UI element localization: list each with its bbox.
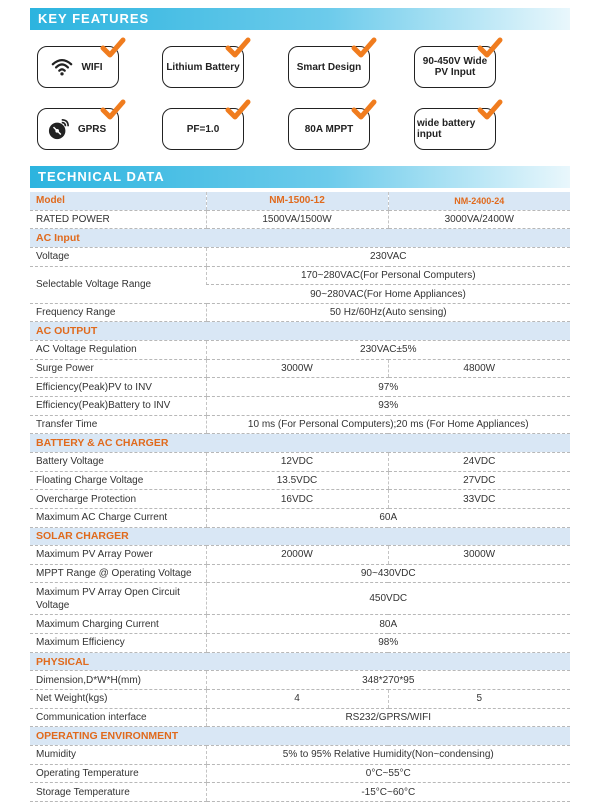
spec-label: MPPT Range @ Operating Voltage xyxy=(30,564,206,583)
table-row xyxy=(30,341,570,360)
spec-label: Efficiency(Peak)PV to INV xyxy=(30,378,206,397)
feature-label: GPRS xyxy=(77,123,107,135)
table-row xyxy=(30,783,570,802)
feature-label: Smart Design xyxy=(296,61,362,73)
spec-value: 12VDC xyxy=(206,452,388,471)
feature-lithium-battery xyxy=(162,46,244,88)
table-row xyxy=(30,546,570,565)
spec-label: Storage Temperature xyxy=(30,783,206,802)
table-row xyxy=(30,415,570,434)
section-title: PHYSICAL xyxy=(30,652,570,671)
table-row xyxy=(30,615,570,634)
table-row xyxy=(30,634,570,653)
spec-label: Maximum PV Array Open Circuit Voltage xyxy=(30,583,206,615)
section-title: OPERATING ENVIRONMENT xyxy=(30,727,570,746)
feature-pf xyxy=(162,108,244,150)
wifi-icon xyxy=(51,56,73,78)
table-row xyxy=(30,745,570,764)
spec-label: Communication interface xyxy=(30,708,206,727)
spec-label: Floating Charge Voltage xyxy=(30,471,206,490)
feature-label: PF=1.0 xyxy=(186,123,220,135)
check-icon xyxy=(351,99,377,121)
table-row xyxy=(30,764,570,783)
feature-label: Lithium Battery xyxy=(166,61,240,73)
spec-label: Voltage xyxy=(30,247,206,266)
section-title: SOLAR CHARGER xyxy=(30,527,570,546)
check-icon xyxy=(351,37,377,59)
spec-label: Transfer Time xyxy=(30,415,206,434)
spec-label: Surge Power xyxy=(30,359,206,378)
section-title: AC Input xyxy=(30,229,570,248)
technical-data-title: TECHNICAL DATA xyxy=(38,169,165,184)
spec-value: 90~430VDC xyxy=(206,564,570,583)
spec-label: Efficiency(Peak)Battery to INV xyxy=(30,397,206,416)
key-features-banner xyxy=(30,8,570,30)
table-row xyxy=(30,490,570,509)
table-row xyxy=(30,471,570,490)
table-row xyxy=(30,452,570,471)
check-icon xyxy=(477,99,503,121)
technical-data-banner xyxy=(30,166,570,188)
satellite-icon xyxy=(48,118,70,140)
spec-value: 10 ms (For Personal Computers);20 ms (For Home Appliances) xyxy=(206,415,570,434)
table-row xyxy=(30,359,570,378)
spec-label: Maximum PV Array Power xyxy=(30,546,206,565)
spec-label: Maximum Efficiency xyxy=(30,634,206,653)
feature-label: wide battery input xyxy=(417,118,476,140)
table-row xyxy=(30,210,570,229)
spec-label: Dimension,D*W*H(mm) xyxy=(30,671,206,690)
spec-value: 5% to 95% Relative Humidity(Non~condensing) xyxy=(206,745,570,764)
spec-label: Frequency Range xyxy=(30,303,206,322)
spec-label: Model xyxy=(30,192,206,210)
spec-value: NM-2400-24 xyxy=(388,192,570,210)
spec-label: Mumidity xyxy=(30,745,206,764)
table-row xyxy=(30,266,570,285)
spec-label: Maximum AC Charge Current xyxy=(30,508,206,527)
spec-value: 230VAC±5% xyxy=(206,341,570,360)
check-icon xyxy=(100,99,126,121)
section-header xyxy=(30,322,570,341)
table-row xyxy=(30,192,570,210)
check-icon xyxy=(100,37,126,59)
feature-mppt xyxy=(288,108,370,150)
spec-label: Maximum Charging Current xyxy=(30,615,206,634)
spec-value: 97% xyxy=(206,378,570,397)
spec-value: 3000VA/2400W xyxy=(388,210,570,229)
spec-value: 450VDC xyxy=(206,583,570,615)
spec-table xyxy=(30,192,570,802)
spec-value: 170~280VAC(For Personal Computers) xyxy=(206,266,570,285)
spec-value: 2000W xyxy=(206,546,388,565)
section-title: AC OUTPUT xyxy=(30,322,570,341)
section-header xyxy=(30,727,570,746)
table-row xyxy=(30,671,570,690)
section-title: BATTERY & AC CHARGER xyxy=(30,434,570,453)
spec-value: 60A xyxy=(206,508,570,527)
spec-value: 5 xyxy=(388,690,570,709)
spec-value: 80A xyxy=(206,615,570,634)
spec-label: RATED POWER xyxy=(30,210,206,229)
table-row xyxy=(30,397,570,416)
feature-label: WIFI xyxy=(81,61,103,73)
spec-label: Battery Voltage xyxy=(30,452,206,471)
section-header xyxy=(30,527,570,546)
spec-value: 24VDC xyxy=(388,452,570,471)
spec-value: -15°C~60°C xyxy=(206,783,570,802)
spec-value: 93% xyxy=(206,397,570,416)
spec-value: 230VAC xyxy=(206,247,570,266)
spec-value: RS232/GPRS/WIFI xyxy=(206,708,570,727)
feature-label: 90-450V Wide PV Input xyxy=(422,56,488,78)
spec-value: 33VDC xyxy=(388,490,570,509)
spec-value: 13.5VDC xyxy=(206,471,388,490)
table-row xyxy=(30,690,570,709)
table-row xyxy=(30,583,570,615)
spec-value: 98% xyxy=(206,634,570,653)
feature-wide-pv-input xyxy=(414,46,496,88)
table-row xyxy=(30,564,570,583)
spec-value: 1500VA/1500W xyxy=(206,210,388,229)
section-header xyxy=(30,229,570,248)
table-row xyxy=(30,247,570,266)
spec-value: 4800W xyxy=(388,359,570,378)
section-header xyxy=(30,652,570,671)
table-row xyxy=(30,508,570,527)
spec-label: AC Voltage Regulation xyxy=(30,341,206,360)
spec-value: 3000W xyxy=(206,359,388,378)
check-icon xyxy=(477,37,503,59)
check-icon xyxy=(225,37,251,59)
key-features-title: KEY FEATURES xyxy=(38,11,150,26)
spec-label: Net Weight(kgs) xyxy=(30,690,206,709)
table-row xyxy=(30,378,570,397)
table-row xyxy=(30,708,570,727)
spec-value: 3000W xyxy=(388,546,570,565)
section-header xyxy=(30,434,570,453)
feature-smart-design xyxy=(288,46,370,88)
check-icon xyxy=(225,99,251,121)
feature-gprs xyxy=(37,108,119,150)
spec-value: 50 Hz/60Hz(Auto sensing) xyxy=(206,303,570,322)
feature-wide-battery-input xyxy=(414,108,496,150)
spec-value: 16VDC xyxy=(206,490,388,509)
spec-label: Operating Temperature xyxy=(30,764,206,783)
spec-value: 27VDC xyxy=(388,471,570,490)
spec-label: Overcharge Protection xyxy=(30,490,206,509)
spec-value: 348*270*95 xyxy=(206,671,570,690)
table-row xyxy=(30,303,570,322)
spec-value: 0°C~55°C xyxy=(206,764,570,783)
spec-label: Selectable Voltage Range xyxy=(30,266,206,303)
spec-value: 4 xyxy=(206,690,388,709)
feature-label: 80A MPPT xyxy=(304,123,354,135)
feature-wifi xyxy=(37,46,119,88)
spec-value: 90~280VAC(For Home Appliances) xyxy=(206,285,570,304)
spec-value: NM-1500-12 xyxy=(206,192,388,210)
